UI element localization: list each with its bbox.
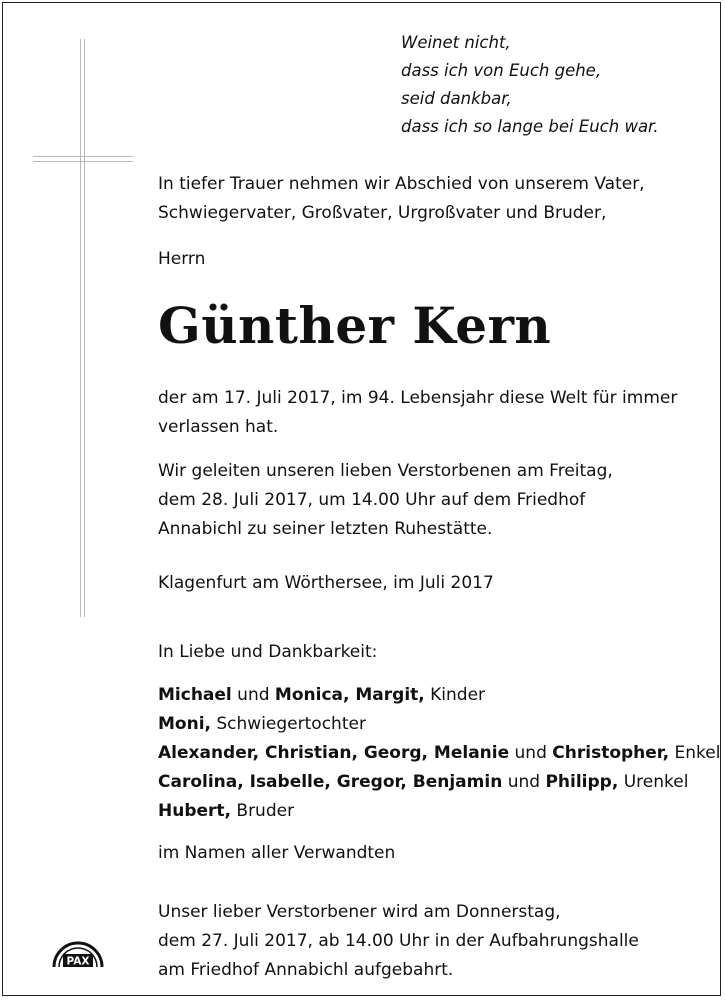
funeral-line: Wir geleiten unseren lieben Verstorbenen am Freitag, [158,461,613,481]
family-line [158,681,720,710]
family-relation: Urenkel [618,772,689,792]
salutation: Herrn [158,249,206,269]
family-line [158,739,720,768]
cross-vertical-line [80,39,81,617]
family-list [158,681,720,826]
family-member-names: Philipp, [545,772,619,792]
viewing-line: Unser lieber Verstorbener wird am Donnerstag, [158,902,561,922]
viewing-notice [158,898,639,985]
family-member-names: Alexander, Christian, Georg, Melanie [158,743,510,763]
conjunction: und [502,772,546,792]
funeral-line: dem 28. Juli 2017, um 14.00 Uhr auf dem Friedhof [158,490,586,510]
conjunction: und [509,743,553,763]
obituary-notice [2,2,721,996]
conjunction: und [231,685,275,705]
intro-line: In tiefer Trauer nehmen wir Abschied von unserem Vater, [158,174,645,194]
place-date: Klagenfurt am Wörthersee, im Juli 2017 [158,573,494,593]
on-behalf-text: im Namen aller Verwandten [158,843,396,863]
cross-horizontal-line [33,156,133,157]
family-relation: Enkel [669,743,721,763]
deceased-name: Günther Kern [158,296,552,355]
family-member-names: Carolina, Isabelle, Gregor, Benjamin [158,772,503,792]
cross-horizontal-line [33,161,133,162]
death-line: verlassen hat. [158,417,279,437]
family-relation: Kinder [424,685,486,705]
funeral-line: Annabichl zu seiner letzten Ruhestätte. [158,519,493,539]
family-member-names: Michael [158,685,232,705]
family-member-names: Moni, [158,714,211,734]
poem-line: Weinet nicht, [401,33,511,52]
viewing-line: dem 27. Juli 2017, ab 14.00 Uhr in der Aufbahrungshalle [158,931,639,951]
poem [401,29,659,141]
cross-vertical-line [84,39,85,617]
family-member-names: Hubert, [158,801,231,821]
intro-line: Schwiegervater, Großvater, Urgroßvater und Bruder, [158,203,607,223]
family-relation: Schwiegertochter [210,714,366,734]
death-notice [158,384,677,442]
family-line [158,710,720,739]
poem-line: seid dankbar, [401,89,512,108]
closing-phrase: In Liebe und Dankbarkeit: [158,642,378,662]
intro-text [158,170,645,228]
family-line [158,768,720,797]
poem-line: dass ich von Euch gehe, [401,61,602,80]
family-member-names: Monica, Margit, [274,685,425,705]
poem-line: dass ich so lange bei Euch war. [401,117,659,136]
logo-text: PAX [66,955,90,968]
death-line: der am 17. Juli 2017, im 94. Lebensjahr diese Welt für immer [158,388,678,408]
family-line [158,797,720,826]
pax-logo [50,937,106,971]
viewing-line: am Friedhof Annabichl aufgebahrt. [158,960,454,980]
funeral-notice [158,457,613,544]
family-member-names: Christopher, [552,743,670,763]
family-relation: Bruder [231,801,295,821]
